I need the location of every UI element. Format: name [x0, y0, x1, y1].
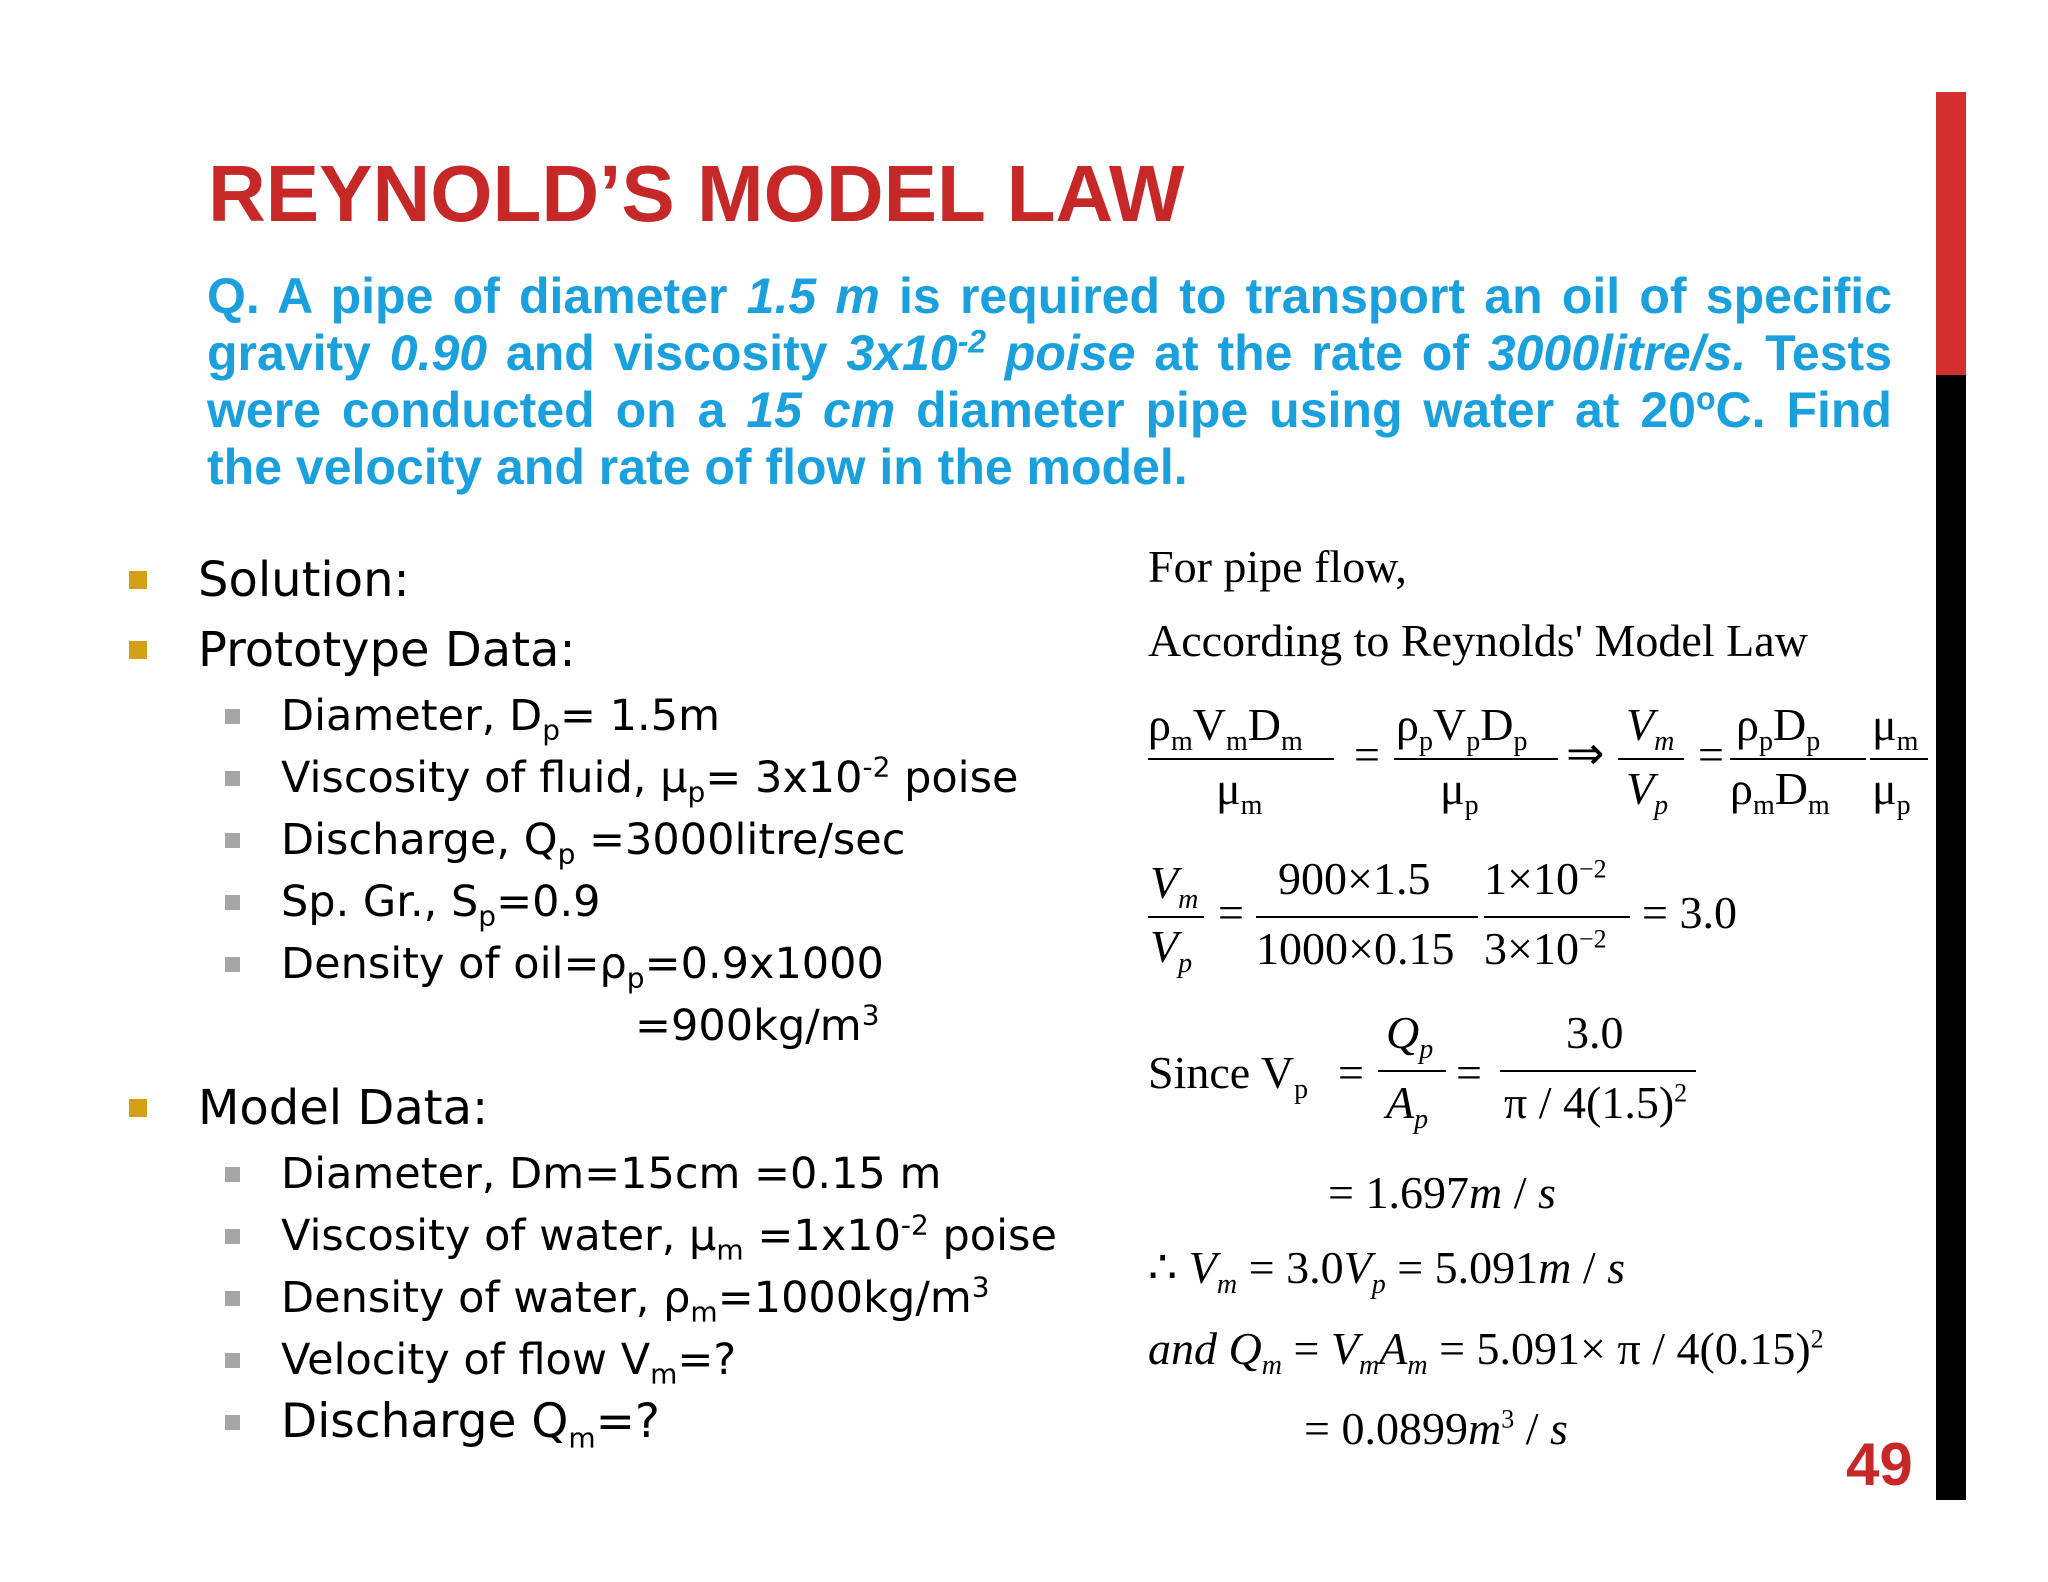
list-item-continuation: $=900kg/m^3$	[635, 998, 880, 1051]
list-item: Diameter, Dm=15cm =0.15 m	[125, 1143, 1085, 1205]
list-item: Model Data:	[125, 1073, 1085, 1143]
solution-list	[125, 545, 1085, 1453]
bullet-square-icon	[129, 1099, 147, 1117]
bullet-square-icon	[225, 709, 240, 724]
list-item: Sp. Gr., $S_p=0.9$	[125, 871, 1085, 933]
page-number: 49	[1846, 1431, 1913, 1498]
pipe-flow-text: For pipe flow,	[1148, 541, 1407, 592]
list-item: Velocity of flow $V_m=$?	[125, 1329, 1085, 1391]
list-item: Viscosity of fluid, $\mu_p= 3x10^{-2}$ poise	[125, 747, 1085, 809]
equation-qm: and $Q_m = V_mA_m = 5.091\times \pi / 4(0.15)^2$	[1148, 1323, 1824, 1382]
accent-bar-black	[1936, 375, 1966, 1500]
equation-vm-result: ∴ $V_m = 3.0V_p = 5.091m / s$	[1148, 1242, 1626, 1301]
question-text: Q. A pipe of diameter 1.5 m is required to transport an oil of specific gravity 0.90 and viscosity $3x10^{-2}$ poise at the rate of 3000litre/s. Tests were conducted on a 15 cm diameter pipe using water at 20$^o$C. Find the velocity and rate of flow in the model.	[207, 268, 1893, 495]
bullet-square-icon	[225, 1229, 240, 1244]
list-item: Viscosity of water, $\mu_m =1x10^{-2}$ poise	[125, 1205, 1085, 1267]
slide-title: REYNOLD’S MODEL LAW	[208, 149, 1185, 238]
model-law-text: According to Reynolds' Model Law	[1148, 615, 1808, 666]
list-item: Density of water, $\rho_m=1000kg/m^3$	[125, 1267, 1085, 1329]
equation-vp-result: = 1.697m / s	[1328, 1167, 1556, 1218]
bullet-square-icon	[225, 1291, 240, 1306]
bullet-square-icon	[129, 641, 147, 659]
bullet-square-icon	[225, 771, 240, 786]
bullet-square-icon	[225, 1353, 240, 1368]
list-item: Diameter, $D_p= 1.5m$	[125, 685, 1085, 747]
list-item: Prototype Data:	[125, 615, 1085, 685]
list-item: Solution:	[125, 545, 1085, 615]
list-item: Density of $oil=\rho_p=0.9x1000$	[125, 933, 1085, 995]
bullet-square-icon	[129, 571, 147, 589]
bullet-square-icon	[225, 1167, 240, 1182]
bullet-square-icon	[225, 833, 240, 848]
equation-qm-result: = $0.0899m^3$ / s	[1304, 1403, 1568, 1454]
bullet-square-icon	[225, 895, 240, 910]
accent-bar-red	[1936, 92, 1966, 375]
list-item: Discharge $Q_m=$?	[125, 1391, 1085, 1453]
bullet-square-icon	[225, 957, 240, 972]
bullet-square-icon	[225, 1415, 240, 1430]
list-item: Discharge, $Q_p$ =3000litre/sec	[125, 809, 1085, 871]
